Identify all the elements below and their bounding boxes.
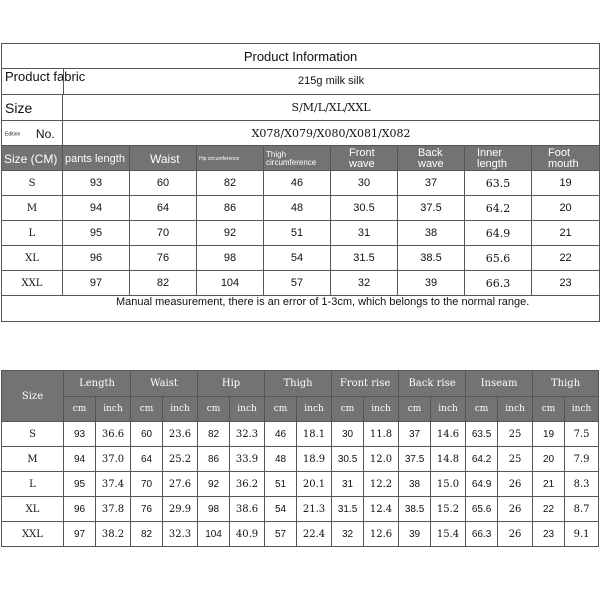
size-cell: 48 [265,447,297,472]
size-cell: 38.2 [96,522,131,547]
info-cell: 98 [197,246,264,271]
size-cell: 15.0 [431,472,466,497]
size-cell: 30.5 [332,447,364,472]
size-group-header: Waist [131,371,198,397]
size-cell: 26 [498,472,533,497]
size-chart-table [1,370,599,547]
size-cell: 22.4 [297,522,332,547]
size-cell: 26 [498,497,533,522]
info-cell: 32 [331,271,398,296]
info-cell: 92 [197,221,264,246]
size-cell: 30 [332,422,364,447]
size-cell: 26 [498,522,533,547]
info-table-row [2,196,600,221]
info-cell: 104 [197,271,264,296]
size-cell: 37.4 [96,472,131,497]
size-cell: 18.9 [297,447,332,472]
product-info-table [1,43,600,322]
unit-inch-header: inch [96,397,131,422]
size-cell: 14.6 [431,422,466,447]
size-cell: 51 [265,472,297,497]
info-cell: 57 [264,271,331,296]
size-cell: 31.5 [332,497,364,522]
info-cell: 65.6 [465,246,532,271]
size-cell: 18.1 [297,422,332,447]
size-group-header: Front rise [332,371,399,397]
size-cell: 96 [64,497,96,522]
size-cell: 104 [198,522,230,547]
size-cell: 38.5 [399,497,431,522]
size-cell: 98 [198,497,230,522]
unit-cm-header: cm [198,397,230,422]
fabric-label: Product fabric [5,69,86,84]
size-cell: 21.3 [297,497,332,522]
size-cell: 60 [131,422,163,447]
size-cell: 70 [131,472,163,497]
unit-cm-header: cm [533,397,565,422]
size-cell: 9.1 [565,522,599,547]
info-cell: 21 [532,221,600,246]
header-waist: Waist [130,146,197,171]
size-group-header: Thigh [533,371,599,397]
unit-cm-header: cm [64,397,96,422]
size-cell: 37.8 [96,497,131,522]
unit-cm-header: cm [332,397,364,422]
info-cell: 19 [532,171,600,196]
size-cell: 19 [533,422,565,447]
size-cell: 14.8 [431,447,466,472]
info-row-size: S [2,171,63,196]
fabric-row [2,69,600,95]
size-cell: 25 [498,422,533,447]
info-cell: 94 [63,196,130,221]
info-row-size: M [2,196,63,221]
size-cell: 38.6 [230,497,265,522]
size-cell: 22 [533,497,565,522]
size-cell: 36.2 [230,472,265,497]
info-cell: 64.9 [465,221,532,246]
header-thigh: Thigh circumference [264,146,331,171]
unit-inch-header: inch [565,397,599,422]
size-cell: 8.3 [565,472,599,497]
size-cell: 38 [399,472,431,497]
size-cell: 25.2 [163,447,198,472]
info-cell: 66.3 [465,271,532,296]
size-cell: 95 [64,472,96,497]
info-cell: 96 [63,246,130,271]
unit-inch-header: inch [230,397,265,422]
info-cell: 51 [264,221,331,246]
size-cell: 15.2 [431,497,466,522]
size-value: S/M/L/XL/XXL [63,95,600,121]
size-cell: 94 [64,447,96,472]
info-row-size: XL [2,246,63,271]
info-cell: 93 [63,171,130,196]
size-cell: 25 [498,447,533,472]
size-cell: 86 [198,447,230,472]
unit-cm-header: cm [466,397,498,422]
size-row-label: XL [2,497,64,522]
size-cell: 36.6 [96,422,131,447]
size-cell: 63.5 [466,422,498,447]
size-group-header: Hip [198,371,265,397]
size-cell: 21 [533,472,565,497]
header-foot-mouth: Foot mouth [532,146,600,171]
info-row-size: L [2,221,63,246]
size-cell: 31 [332,472,364,497]
edition-label-cell [2,121,63,146]
header-pants-length: pants length [63,146,130,171]
size-group-header: Back rise [399,371,466,397]
size-cell: 27.6 [163,472,198,497]
size-cell: 57 [265,522,297,547]
info-cell: 54 [264,246,331,271]
unit-cm-header: cm [265,397,297,422]
size-group-header: Thigh [265,371,332,397]
size-table-row [2,422,599,447]
size-cell: 12.0 [364,447,399,472]
size-cell: 12.6 [364,522,399,547]
size-group-header: Inseam [466,371,533,397]
info-cell: 22 [532,246,600,271]
size-cell: 12.2 [364,472,399,497]
info-table-row [2,221,600,246]
info-cell: 20 [532,196,600,221]
size-table-row [2,497,599,522]
size-cell: 93 [64,422,96,447]
info-cell: 39 [398,271,465,296]
header-front-wave: Front wave [331,146,398,171]
header-hip: Hip circumference [197,146,264,171]
size-cell: 37.0 [96,447,131,472]
size-cell: 15.4 [431,522,466,547]
header-size: Size (CM) [2,146,63,171]
info-cell: 37.5 [398,196,465,221]
info-cell: 37 [398,171,465,196]
size-cell: 76 [131,497,163,522]
info-table-row [2,246,600,271]
size-cell: 82 [198,422,230,447]
size-cell: 29.9 [163,497,198,522]
size-cell: 8.7 [565,497,599,522]
size-cell: 20.1 [297,472,332,497]
product-info-title: Product Information [2,44,600,69]
measurement-note: Manual measurement, there is an error of 1-3cm, which belongs to the normal range. [2,296,600,322]
info-cell: 82 [130,271,197,296]
size-label: Size [2,95,63,121]
info-cell: 76 [130,246,197,271]
info-cell: 97 [63,271,130,296]
info-cell: 30 [331,171,398,196]
info-cell: 38 [398,221,465,246]
info-cell: 60 [130,171,197,196]
info-cell: 30.5 [331,196,398,221]
info-cell: 31.5 [331,246,398,271]
info-cell: 48 [264,196,331,221]
size-cell: 54 [265,497,297,522]
unit-inch-header: inch [364,397,399,422]
edition-label: No. [35,126,55,141]
edition-small-label: Edition [5,131,21,138]
unit-inch-header: inch [431,397,466,422]
size-table-row [2,447,599,472]
size-cell: 65.6 [466,497,498,522]
header-inner-length: Inner length [465,146,532,171]
size-row-label: S [2,422,64,447]
info-cell: 86 [197,196,264,221]
size-cell: 7.5 [565,422,599,447]
unit-inch-header: inch [297,397,332,422]
size-cell: 92 [198,472,230,497]
header-back-wave: Back wave [398,146,465,171]
size-cell: 23 [533,522,565,547]
size-group-header: Length [64,371,131,397]
info-cell: 95 [63,221,130,246]
size-cell: 7.9 [565,447,599,472]
unit-cm-header: cm [399,397,431,422]
size-cell: 32 [332,522,364,547]
info-cell: 38.5 [398,246,465,271]
size-cell: 66.3 [466,522,498,547]
size-cell: 82 [131,522,163,547]
info-cell: 23 [532,271,600,296]
size-cell: 20 [533,447,565,472]
info-cell: 63.5 [465,171,532,196]
info-cell: 70 [130,221,197,246]
fabric-value: 215g milk silk [298,75,365,87]
size-cell: 40.9 [230,522,265,547]
size-row-label: XXL [2,522,64,547]
size-cell: 32.3 [230,422,265,447]
size-cell: 37.5 [399,447,431,472]
size-cell: 11.8 [364,422,399,447]
edition-value: X078/X079/X080/X081/X082 [63,121,600,146]
info-row-size: XXL [2,271,63,296]
info-cell: 82 [197,171,264,196]
unit-cm-header: cm [131,397,163,422]
info-cell: 46 [264,171,331,196]
size-cell: 46 [265,422,297,447]
size-cell: 37 [399,422,431,447]
size-row-label: L [2,472,64,497]
size-table-row [2,522,599,547]
info-cell: 64.2 [465,196,532,221]
unit-inch-header: inch [498,397,533,422]
size-cell: 64.9 [466,472,498,497]
size-cell: 33.9 [230,447,265,472]
size-corner-header: Size [2,371,64,422]
size-cell: 23.6 [163,422,198,447]
size-cell: 64.2 [466,447,498,472]
unit-inch-header: inch [163,397,198,422]
size-table-row [2,472,599,497]
size-row-label: M [2,447,64,472]
info-table-row [2,171,600,196]
size-cell: 64 [131,447,163,472]
info-cell: 31 [331,221,398,246]
size-cell: 39 [399,522,431,547]
size-cell: 32.3 [163,522,198,547]
info-cell: 64 [130,196,197,221]
size-cell: 97 [64,522,96,547]
size-cell: 12.4 [364,497,399,522]
info-table-row [2,271,600,296]
